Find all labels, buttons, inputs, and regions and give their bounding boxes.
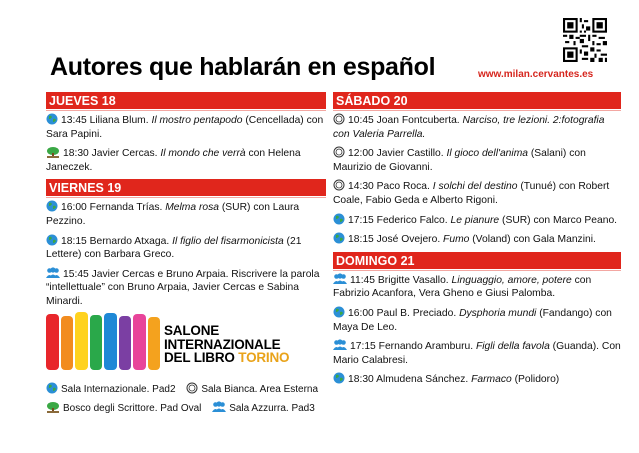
tree-icon (46, 146, 60, 158)
tree-icon (46, 401, 60, 413)
people-icon (333, 273, 347, 285)
event-details: (21 Lettere) con Barbara Greco. (46, 235, 302, 261)
event-book-title: Figli della favola (475, 341, 550, 353)
event-book-title: I solchi del destino (432, 181, 518, 193)
day-header-viernes: VIERNES 19 (46, 179, 326, 196)
legend-item-azzurra: Sala Azzurra. Pad3 (212, 399, 315, 418)
event-details: (Voland) con Gala Manzini. (469, 234, 596, 246)
event-list-domingo (333, 273, 621, 387)
circle-icon (186, 382, 198, 394)
globe-icon (46, 234, 58, 246)
event-time: 18:30 (63, 148, 89, 160)
event-item (46, 113, 326, 141)
event-book-title: Il figlio del fisarmonicista (172, 235, 284, 247)
website-link[interactable]: www.milan.cervantes.es (478, 69, 594, 80)
event-item (46, 146, 326, 174)
event-author: José Ovejero. (376, 234, 444, 246)
event-item (333, 339, 621, 367)
event-author: Paul B. Preciado. (376, 307, 460, 319)
event-author: Joan Fontcuberta. (376, 115, 463, 126)
legend-item-internazionale: Sala Internazionale. Pad2 (46, 380, 176, 399)
event-time: 11:45 (350, 274, 376, 286)
logo-line-1: SALONE (164, 323, 220, 338)
event-book-title: Linguaggio, amore, potere (451, 274, 572, 286)
event-item (46, 234, 326, 262)
event-item (333, 113, 621, 141)
venue-legend (46, 380, 331, 418)
event-details: (Guanda). Con Mario Calabresi. (333, 341, 621, 366)
event-author: Federico Falco. (376, 214, 451, 226)
event-book-title: Dysphoria mundi (459, 307, 537, 319)
globe-icon (333, 306, 345, 318)
globe-icon (333, 213, 345, 225)
event-author: Javier Castillo. (376, 148, 447, 160)
event-author: Liliana Blum. (89, 115, 152, 126)
event-author: Paco Roca. (376, 181, 433, 193)
event-author: Javier Cercas e Bruno Arpaia. Riscrivere la parola “intellettuale” con Bruno Arpaia, Javier Cercas e Sabina Minardi. (46, 268, 320, 307)
people-icon (212, 401, 226, 413)
event-author: Fernando Aramburu. (378, 341, 476, 353)
people-icon (333, 339, 347, 351)
event-book-title: Il mostro pentapodo (151, 115, 243, 126)
event-list-jueves (46, 113, 326, 174)
event-time: 17:15 (350, 341, 376, 353)
event-details: con Fabrizio Acanfora, Vera Gheno e Giusi Palomba. (333, 274, 592, 300)
event-list-viernes (46, 200, 326, 308)
circle-icon (333, 146, 345, 158)
globe-icon (46, 113, 58, 125)
globe-icon (333, 232, 345, 244)
event-item (333, 273, 621, 301)
globe-icon (46, 200, 58, 212)
event-book-title: Il mondo che verrà (160, 148, 246, 160)
people-icon (46, 267, 60, 279)
day-header-sabado: SÁBADO 20 (333, 92, 621, 109)
legend-item-bianca: Sala Bianca. Area Esterna (186, 380, 318, 399)
day-header-jueves: JUEVES 18 (46, 92, 326, 109)
event-book-title: Le pianure (450, 214, 500, 226)
event-time: 16:00 (348, 307, 374, 319)
event-time: 18:15 (348, 234, 374, 246)
day-header-domingo: DOMINGO 21 (333, 252, 621, 269)
event-details: (Tunué) con Robert Coale, Fabio Geda e Alberto Rigoni. (333, 181, 610, 206)
event-details: (Salani) con Maurizio de Giovanni. (333, 148, 586, 173)
event-book-title: Narciso, tre lezioni. 2:fotografia con Valeria Parrella. (333, 115, 605, 140)
event-time: 17:15 (348, 214, 374, 226)
event-author: Fernanda Trías. (89, 202, 166, 214)
event-time: 18:15 (61, 235, 87, 247)
event-time: 12:00 (348, 148, 374, 160)
event-time: 10:45 (348, 115, 374, 126)
circle-icon (333, 113, 345, 125)
globe-icon (46, 382, 58, 394)
logo-line-3 (164, 351, 289, 365)
event-time: 16:00 (61, 202, 87, 214)
right-column (333, 92, 621, 392)
event-details: (Polidoro) (511, 374, 560, 386)
event-author: Bernardo Atxaga. (89, 235, 173, 247)
logo-line-3a: DEL LIBRO (164, 350, 239, 365)
logo-line-3b: TORINO (238, 350, 290, 365)
event-details: con Helena Janeczek. (46, 148, 301, 173)
event-details: (Cencellada) con Sara Papini. (46, 115, 324, 140)
legend-item-bosco: Bosco degli Scrittore. Pad Oval (46, 399, 201, 418)
event-book-title: Il gioco dell'anima (446, 148, 528, 160)
event-item (333, 179, 621, 207)
circle-icon (333, 179, 345, 191)
left-column (46, 92, 326, 314)
event-list-sabado (333, 113, 621, 247)
event-time: 14:30 (348, 181, 374, 193)
event-book-title: Melma rosa (165, 202, 220, 214)
event-details: (SUR) con Marco Peano. (499, 214, 618, 226)
event-details: (Fandango) con Maya De Leo. (333, 307, 612, 333)
event-item (46, 200, 326, 228)
event-book-title: Fumo (443, 234, 470, 246)
event-author: Javier Cercas. (91, 148, 161, 160)
event-item (333, 146, 621, 174)
event-time: 18:30 (348, 374, 374, 386)
event-book-title: Farmaco (471, 374, 512, 386)
event-author: Almudena Sánchez. (376, 374, 472, 386)
event-time: 15:45 (63, 268, 89, 280)
event-time: 13:45 (61, 115, 87, 126)
salone-logo-text (164, 324, 289, 365)
event-item (333, 232, 621, 247)
globe-icon (333, 372, 345, 384)
event-details: (SUR) con Laura Pezzino. (46, 202, 300, 227)
event-item (333, 372, 621, 387)
event-item (46, 267, 326, 309)
event-author: Brigitte Vasallo. (377, 274, 452, 286)
page-title: Autores que hablarán en español (50, 53, 436, 81)
logo-line-2: INTERNAZIONALE (164, 336, 281, 352)
qr-code (563, 18, 607, 62)
event-item (333, 306, 621, 334)
event-item (333, 213, 621, 228)
